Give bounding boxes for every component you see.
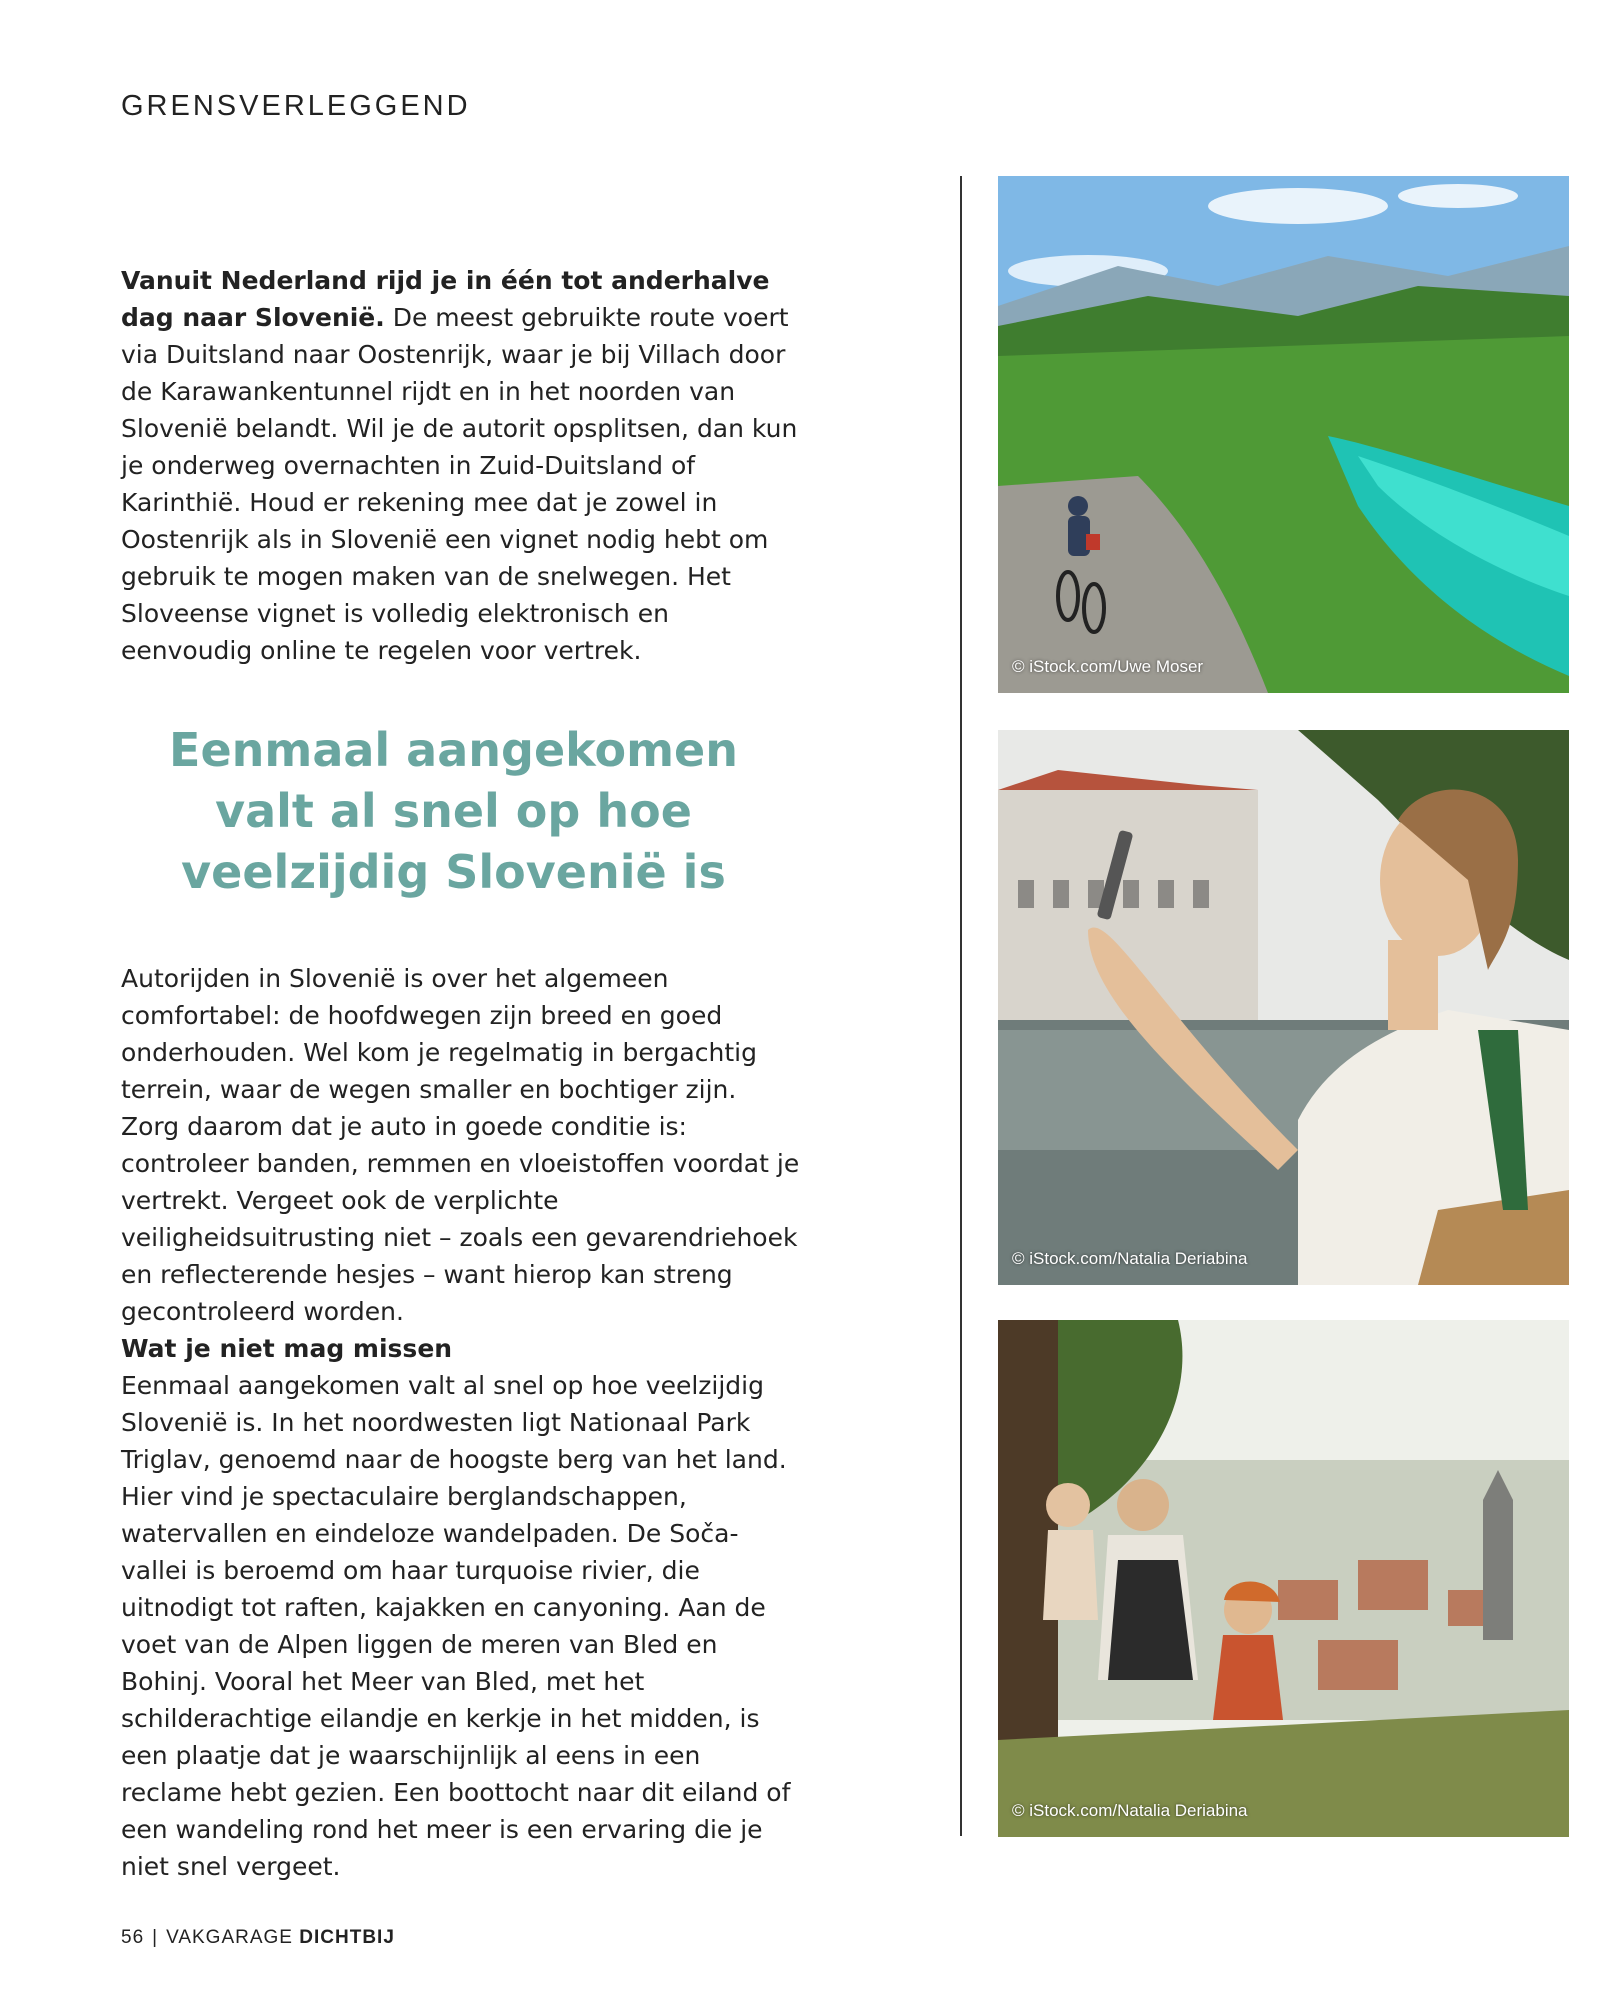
photo-cyclist-river-image bbox=[998, 176, 1569, 693]
intro-paragraph bbox=[121, 262, 801, 669]
photo-cyclist-river bbox=[998, 176, 1569, 693]
pull-quote bbox=[121, 720, 786, 903]
photo-credit: © iStock.com/Natalia Deriabina bbox=[1012, 1801, 1248, 1820]
page-footer bbox=[121, 1927, 395, 1949]
section-kicker: GRENSVERLEGGEND bbox=[121, 90, 471, 122]
footer-separator: | bbox=[152, 1927, 159, 1948]
photo-credit: © iStock.com/Uwe Moser bbox=[1012, 657, 1204, 676]
photo-woman-city-image bbox=[998, 730, 1569, 1285]
footer-brand: VAKGARAGE bbox=[166, 1927, 293, 1948]
driving-text: Autorijden in Slovenië is over het algemeen comfortabel: de hoofdwegen zijn breed en goed onderhouden. Wel kom je regelmatig in bergachtig terrein, waar de wegen smaller en bochtiger zijn. Zorg daarom dat je auto in goede conditie is: controleer banden, remmen en vloeistoffen voordat je vertrekt. Vergeet ook de verplichte veiligheidsuitrusting niet – zoals een gevarendriehoek en reflecterende hesjes – want hierop kan streng gecontroleerd worden. bbox=[121, 964, 800, 1326]
highlights-heading: Wat je niet mag missen bbox=[121, 1334, 453, 1363]
pull-quote-line-2: valt al snel op hoe bbox=[215, 784, 692, 838]
highlights-section bbox=[121, 1330, 801, 1885]
photo-family-view-image bbox=[998, 1320, 1569, 1837]
driving-paragraph bbox=[121, 960, 801, 1330]
photo-credit: © iStock.com/Natalia Deriabina bbox=[1012, 1249, 1248, 1268]
pull-quote-line-1: Eenmaal aangekomen bbox=[169, 723, 738, 777]
photo-family-view bbox=[998, 1320, 1569, 1837]
pull-quote-line-3: veelzijdig Slovenië is bbox=[181, 845, 726, 899]
column-divider bbox=[960, 176, 962, 1836]
page-number: 56 bbox=[121, 1927, 145, 1948]
intro-text: De meest gebruikte route voert via Duitsland naar Oostenrijk, waar je bij Villach door de Karawankentunnel rijdt en in het noorden van Slovenië belandt. Wil je de autorit opsplitsen, dan kun je onderweg overnachten in Zuid-Duitsland of Karinthië. Houd er rekening mee dat je zowel in Oostenrijk als in Slovenië een vignet nodig hebt om gebruik te mogen maken van de snelwegen. Het Sloveense vignet is volledig elektronisch en eenvoudig online te regelen voor vertrek. bbox=[121, 303, 798, 665]
photo-woman-city bbox=[998, 730, 1569, 1285]
highlights-text: Eenmaal aangekomen valt al snel op hoe veelzijdig Slovenië is. In het noordwesten ligt Nationaal Park Triglav, genoemd naar de hoogste berg van het land. Hier vind je spectaculaire berglandschappen, watervallen en eindeloze wandelpaden. De Soča-vallei is beroemd om haar turquoise rivier, die uitnodigt tot raften, kajakken en canyoning. Aan de voet van de Alpen liggen de meren van Bled en Bohinj. Vooral het Meer van Bled, met het schilderachtige eilandje en kerkje in het midden, is een plaatje dat je waarschijnlijk al eens in een reclame hebt gezien. Een boottocht naar dit eiland of een wandeling rond het meer is een ervaring die je niet snel vergeet. bbox=[121, 1371, 791, 1881]
intro-lead: Vanuit Nederland rijd je in één tot anderhalve dag naar Slovenië. bbox=[121, 266, 770, 332]
footer-brand-bold: DICHTBIJ bbox=[299, 1927, 395, 1948]
